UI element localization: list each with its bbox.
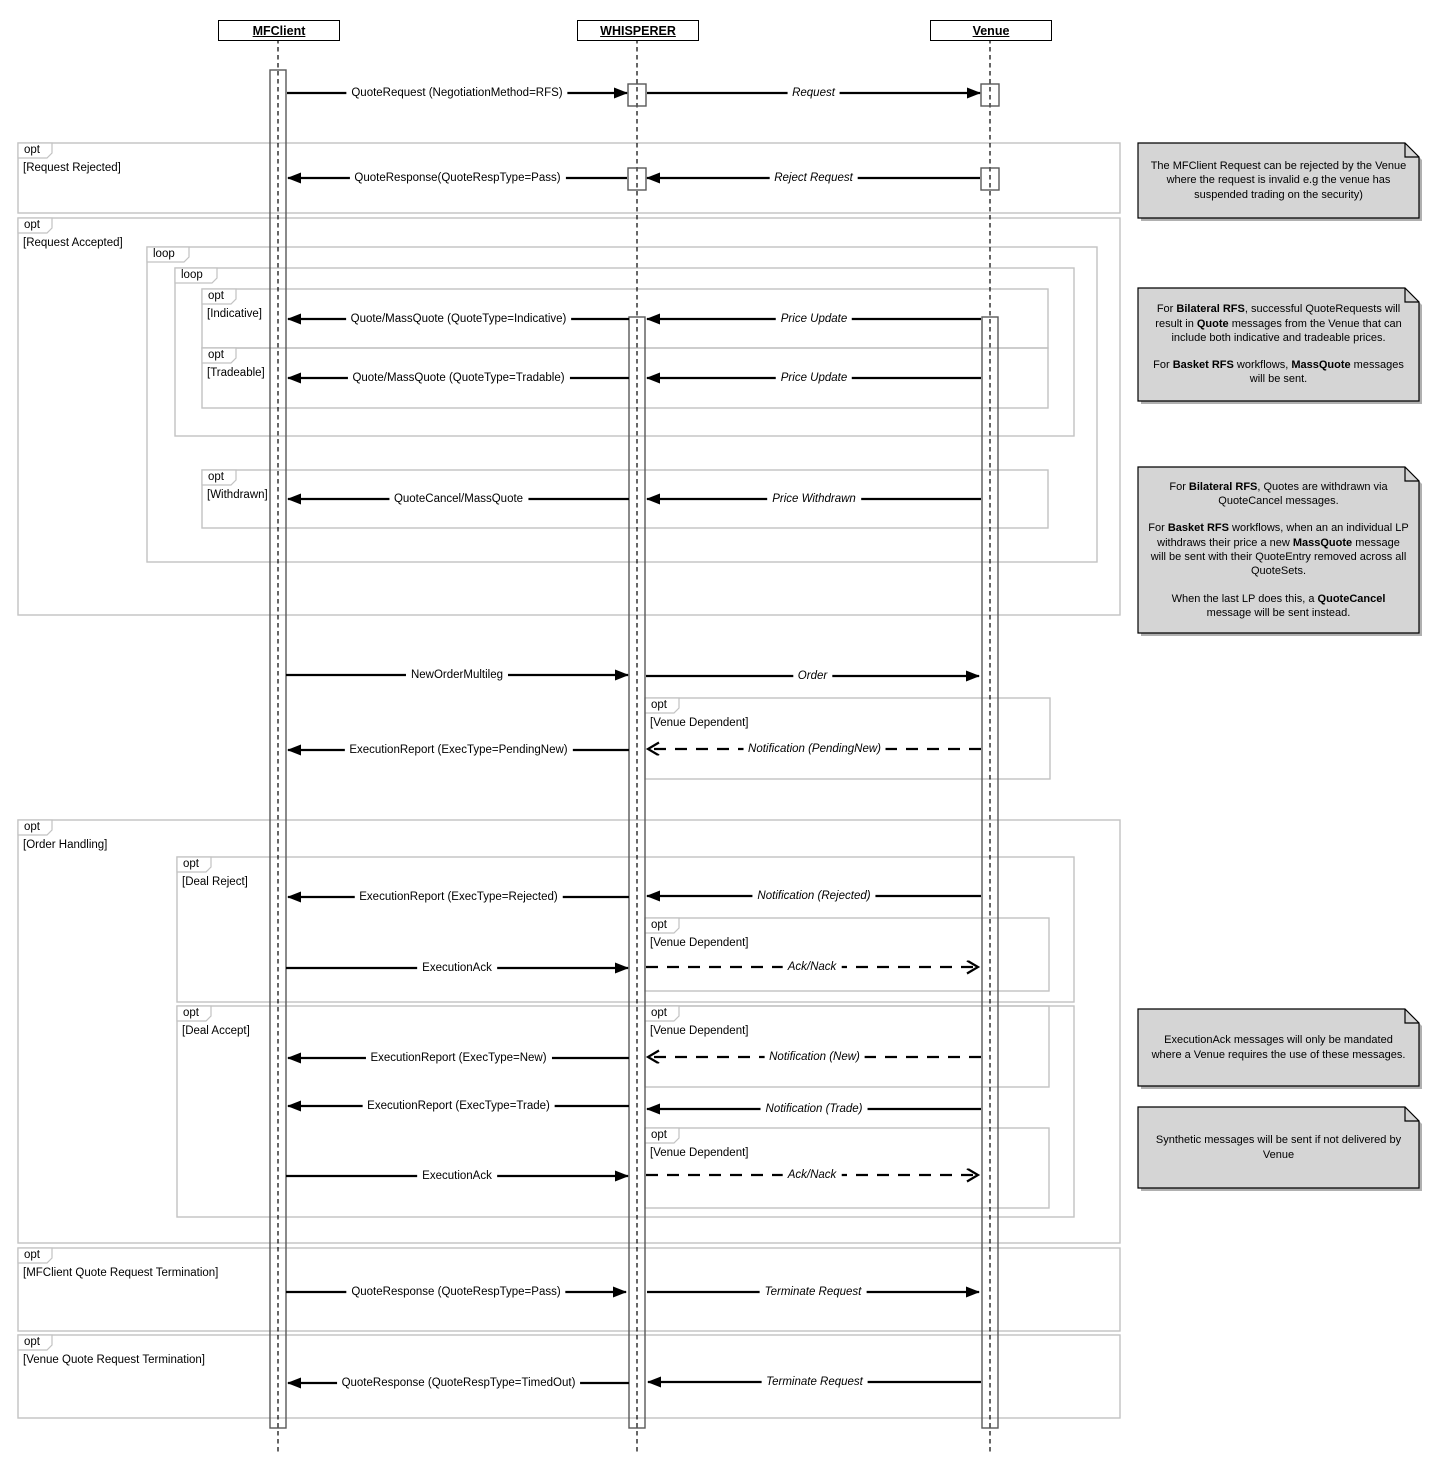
frame-tab-label: loop (153, 248, 175, 260)
frame-tab-label: opt (651, 1129, 667, 1141)
frame-guard: [Venue Dependent] (650, 937, 749, 949)
message-label: ExecutionReport (ExecType=Rejected) (354, 891, 562, 903)
frame-tab-label: opt (651, 699, 667, 711)
frame-tab-label: opt (24, 821, 40, 833)
note-text (1138, 143, 1419, 218)
participant-header-whisperer: WHISPERER (577, 20, 699, 41)
participant-header-mfclient: MFClient (218, 20, 340, 41)
message-label: Quote/MassQuote (QuoteType=Tradable) (347, 372, 569, 384)
frame-opt (645, 1006, 1049, 1087)
message-label: ExecutionAck (417, 1170, 497, 1182)
frame-opt (645, 1128, 1049, 1208)
frame-opt (645, 918, 1049, 991)
frame-guard: [Request Rejected] (23, 162, 121, 174)
frame-tab-label: opt (651, 919, 667, 931)
note-paragraph: For Basket RFS workflows, MassQuote messages will be sent. (1153, 359, 1404, 386)
message-label: ExecutionAck (417, 962, 497, 974)
message-label: Terminate Request (761, 1376, 868, 1388)
frame-tab-label: opt (24, 144, 40, 156)
note-paragraph: When the last LP does this, a QuoteCancel message will be sent instead. (1171, 592, 1386, 619)
message-label: Notification (Rejected) (752, 890, 875, 902)
note-text (1138, 1009, 1419, 1086)
message-label: Ack/Nack (783, 1169, 842, 1181)
frame-opt (18, 1248, 1120, 1331)
frame-guard: [Request Accepted] (23, 237, 123, 249)
frame-guard: [Deal Reject] (182, 876, 248, 888)
message-label: QuoteRequest (NegotiationMethod=RFS) (346, 87, 567, 99)
frame-opt (177, 1006, 1074, 1217)
frame-guard: [Venue Dependent] (650, 1147, 749, 1159)
message-label: ExecutionReport (ExecType=Trade) (362, 1100, 555, 1112)
frame-tab-label: opt (208, 471, 224, 483)
participant-header-venue: Venue (930, 20, 1052, 41)
frame-guard: [Venue Dependent] (650, 1025, 749, 1037)
frame-guard: [Order Handling] (23, 839, 108, 851)
message-label: Notification (New) (764, 1051, 865, 1063)
frame-tab-label: opt (24, 1249, 40, 1261)
note-text (1138, 467, 1419, 633)
frame-guard: [Withdrawn] (207, 489, 268, 501)
note-text (1138, 288, 1419, 401)
frame-tab-label: opt (651, 1007, 667, 1019)
note-paragraph: For Bilateral RFS, Quotes are withdrawn via QuoteCancel messages. (1169, 480, 1388, 508)
frame-loop (147, 247, 1097, 562)
frame-guard: [Venue Dependent] (650, 717, 749, 729)
note-paragraph: Synthetic messages will be sent if not delivered by Venue (1155, 1134, 1402, 1161)
message-label: Reject Request (769, 172, 858, 184)
message-label: QuoteResponse (QuoteRespType=Pass) (346, 1286, 565, 1298)
frame-tab-label: opt (183, 1007, 199, 1019)
frame-tab-label: opt (208, 349, 224, 361)
message-label: Quote/MassQuote (QuoteType=Indicative) (346, 313, 572, 325)
frame-guard: [MFClient Quote Request Termination] (23, 1267, 219, 1279)
note-paragraph: For Basket RFS workflows, when an an individual LP withdraws their price a new MassQuote message will be sent with their QuoteEntry removed across all QuoteSets. (1148, 522, 1409, 578)
note-paragraph: ExecutionAck messages will only be mandated where a Venue requires the use of these messages. (1151, 1034, 1406, 1061)
message-label: NewOrderMultileg (406, 669, 508, 681)
note-paragraph: The MFClient Request can be rejected by the Venue where the request is invalid e.g the venue has suspended trading on the security) (1150, 160, 1407, 201)
message-label: QuoteCancel/MassQuote (389, 493, 528, 505)
frame-tab-label: opt (24, 1336, 40, 1348)
frame-opt (645, 698, 1050, 779)
frame-guard: [Indicative] (207, 308, 262, 320)
message-label: QuoteResponse(QuoteRespType=Pass) (349, 172, 565, 184)
message-label: Terminate Request (760, 1286, 867, 1298)
message-label: Price Update (776, 372, 852, 384)
message-label: Ack/Nack (783, 961, 842, 973)
message-label: QuoteResponse (QuoteRespType=TimedOut) (337, 1377, 581, 1389)
note-paragraph: For Bilateral RFS, successful QuoteRequests will result in Quote messages from the Venue that can include both indicative and tradeable prices. (1155, 303, 1402, 344)
message-label: Notification (Trade) (761, 1103, 868, 1115)
message-label: ExecutionReport (ExecType=PendingNew) (344, 744, 572, 756)
frame-tab-label: opt (183, 858, 199, 870)
message-label: ExecutionReport (ExecType=New) (365, 1052, 551, 1064)
frame-loop (175, 268, 1074, 436)
frame-tab-label: loop (181, 269, 203, 281)
note-text (1138, 1107, 1419, 1188)
message-label: Request (787, 87, 840, 99)
frame-tab-label: opt (208, 290, 224, 302)
message-label: Price Withdrawn (767, 493, 861, 505)
message-label: Order (793, 670, 832, 682)
frame-tab-label: opt (24, 219, 40, 231)
frame-guard: [Tradeable] (207, 367, 265, 379)
message-label: Notification (PendingNew) (743, 743, 886, 755)
frame-opt (177, 857, 1074, 1002)
message-label: Price Update (776, 313, 852, 325)
frame-guard: [Deal Accept] (182, 1025, 250, 1037)
frame-guard: [Venue Quote Request Termination] (23, 1354, 205, 1366)
